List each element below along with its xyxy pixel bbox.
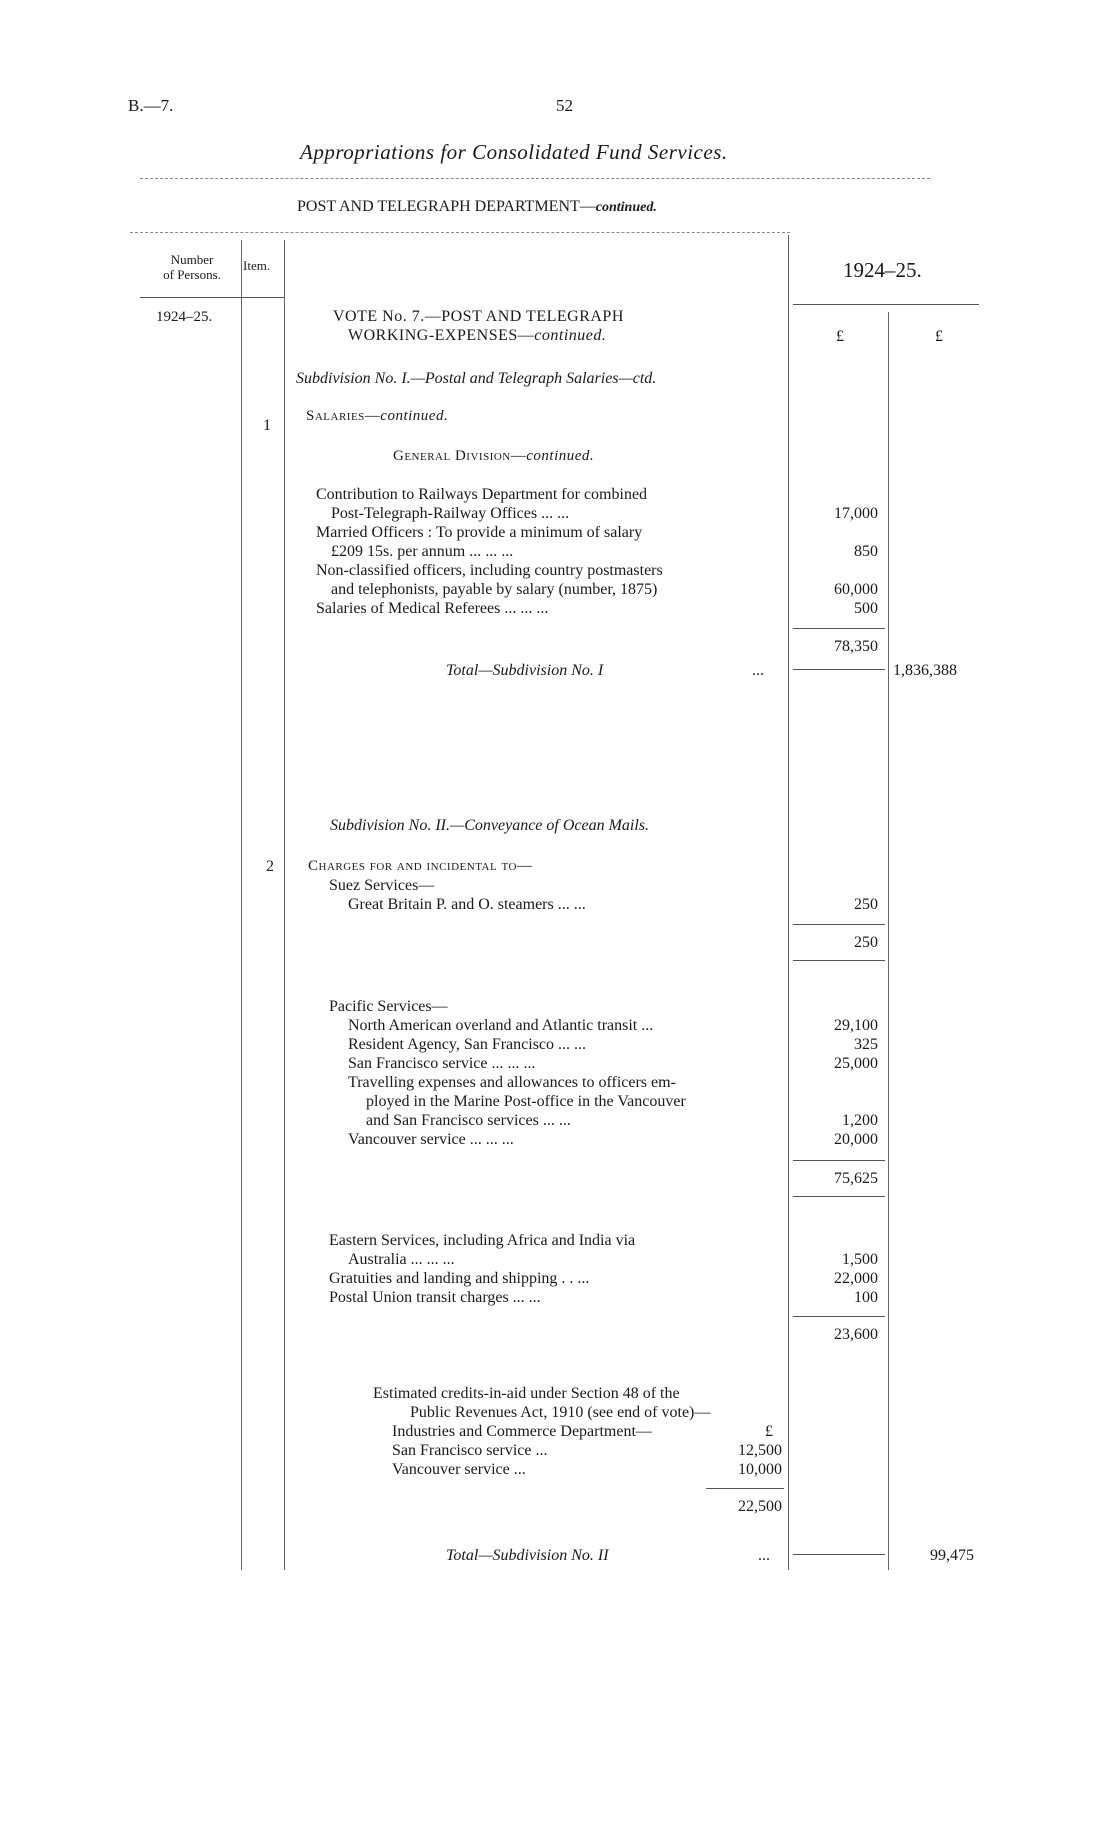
col-year-left: 1924–25.: [156, 309, 213, 325]
rule-item-desc: [284, 240, 285, 1570]
row-nonclassified-line2: and telephonists, payable by salary (number, 1875): [331, 581, 658, 598]
page-title: Appropriations for Consolidated Fund Services.: [300, 140, 728, 164]
amount-pacific-1: 29,100: [834, 1017, 878, 1034]
total-subdivision-2-dots: ...: [758, 1547, 770, 1564]
amount-pacific-2: 325: [854, 1036, 878, 1053]
total-2-rule: [793, 1554, 885, 1555]
col-item: Item.: [243, 258, 271, 273]
eastern-subtotal-rule: [793, 1316, 885, 1317]
col-number-of-persons-1: Number: [170, 252, 214, 267]
total-subdivision-1: 1,836,388: [893, 662, 957, 679]
general-division-continued: continued.: [526, 448, 595, 464]
pacific-end-rule: [793, 1196, 885, 1197]
suez-heading: Suez Services—: [329, 877, 435, 894]
page-number: 52: [556, 96, 573, 115]
subdivision-2-item-number: 2: [266, 858, 274, 875]
credits-row-1-text: San Francisco service ...: [392, 1442, 548, 1459]
amount-eastern-2: 1,500: [842, 1251, 878, 1268]
row-married-line2: £209 15s. per annum ... ... ...: [331, 543, 514, 560]
salaries-continued: continued.: [380, 408, 449, 424]
subtotal-1-rule: [793, 628, 885, 629]
vote-title-line2: [348, 327, 606, 345]
vote-title-line1: VOTE No. 7.—POST AND TELEGRAPH: [333, 308, 624, 325]
row-railways-line1: Contribution to Railways Department for combined: [316, 486, 648, 503]
pound-symbol-1: £: [836, 328, 844, 345]
row-eastern-4-text: Postal Union transit charges ... ...: [329, 1289, 541, 1306]
pacific-subtotal-rule: [793, 1160, 885, 1161]
rule-desc-amounts: [788, 235, 789, 1570]
subtotal-1: 78,350: [834, 638, 878, 655]
total-subdivision-2-label: Total—Subdivision No. II: [446, 1547, 609, 1564]
row-medical-line1: Salaries of Medical Referees ... ... ...: [316, 600, 549, 617]
row-eastern-3-text: Gratuities and landing and shipping . . ...: [329, 1270, 590, 1287]
row-nonclassified-line1: Non-classified officers, including country postmasters: [316, 562, 663, 579]
subdivision-1-heading: Subdivision No. I.—Postal and Telegraph Salaries—ctd.: [296, 370, 657, 387]
general-division-heading: [393, 448, 594, 465]
document-reference: B.—7.: [128, 96, 174, 115]
rule-amounts-totals: [888, 312, 889, 1570]
vote-title-text: WORKING-EXPENSES—: [348, 327, 535, 344]
total-subdivision-2: 99,475: [930, 1547, 974, 1564]
general-division-label: General Division—: [393, 448, 527, 464]
amount-pacific-3: 25,000: [834, 1055, 878, 1072]
row-pacific-7-text: Vancouver service ... ... ...: [348, 1131, 514, 1148]
amount-eastern-3: 22,000: [834, 1270, 878, 1287]
amount-eastern-4: 100: [854, 1289, 878, 1306]
amount-medical: 500: [854, 600, 878, 617]
subdivision-1-item-number: 1: [263, 417, 271, 434]
credits-line1: Estimated credits-in-aid under Section 48 of the: [373, 1385, 680, 1402]
salaries-heading: [306, 408, 448, 425]
table-top-rule: [130, 232, 790, 233]
row-pacific-1-text: North American overland and Atlantic transit ...: [348, 1017, 654, 1034]
header-underline-left: [140, 297, 285, 298]
department-heading: [297, 198, 657, 216]
row-pacific-6-text: and San Francisco services ... ...: [366, 1112, 571, 1129]
amount-married: 850: [854, 543, 878, 560]
subdivision-2-heading: Subdivision No. II.—Conveyance of Ocean Mails.: [330, 817, 650, 834]
pacific-heading: Pacific Services—: [329, 998, 448, 1015]
credits-subtotal: 22,500: [738, 1498, 782, 1515]
credits-pound-symbol: £: [765, 1423, 773, 1440]
row-pacific-4-text: Travelling expenses and allowances to officers em-: [348, 1074, 676, 1091]
credits-row-2-amount: 10,000: [738, 1461, 782, 1478]
pound-symbol-2: £: [935, 328, 943, 345]
charges-heading: Charges for and incidental to—: [308, 858, 533, 874]
row-eastern-1-text: Eastern Services, including Africa and India via: [329, 1232, 636, 1249]
suez-subtotal-rule: [793, 924, 885, 925]
amount-pacific-6: 1,200: [842, 1112, 878, 1129]
amount-railways: 17,000: [834, 505, 878, 522]
total-subdivision-1-label: Total—Subdivision No. I: [446, 662, 604, 679]
salaries-label: Salaries—: [306, 408, 381, 424]
row-eastern-2-text: Australia ... ... ...: [348, 1251, 455, 1268]
suez-subtotal: 250: [854, 934, 878, 951]
credits-row-2-text: Vancouver service ...: [392, 1461, 526, 1478]
col-year-header: 1924–25.: [843, 258, 922, 282]
credits-subtotal-rule: [706, 1488, 784, 1489]
amount-pacific-7: 20,000: [834, 1131, 878, 1148]
department-continued: continued.: [595, 200, 657, 215]
header-divider: [140, 178, 930, 179]
vote-title-continued: continued.: [534, 327, 607, 344]
rule-persons-item: [241, 240, 242, 1570]
credits-line3: Industries and Commerce Department—: [392, 1423, 652, 1440]
row-pacific-3-text: San Francisco service ... ... ...: [348, 1055, 536, 1072]
row-pacific-5-text: ployed in the Marine Post-office in the Vancouver: [366, 1093, 686, 1110]
row-pacific-2-text: Resident Agency, San Francisco ... ...: [348, 1036, 587, 1053]
total-subdivision-1-dots: ...: [752, 662, 764, 679]
amount-nonclassified: 60,000: [834, 581, 878, 598]
pacific-subtotal: 75,625: [834, 1170, 878, 1187]
credits-row-1-amount: 12,500: [738, 1442, 782, 1459]
total-1-rule: [793, 669, 885, 670]
row-railways-line2: Post-Telegraph-Railway Offices ... ...: [331, 505, 570, 522]
header-underline-right: [793, 304, 979, 305]
department-name: POST AND TELEGRAPH DEPARTMENT—: [297, 198, 596, 215]
amount-suez: 250: [854, 896, 878, 913]
row-suez-text: Great Britain P. and O. steamers ... ...: [348, 896, 586, 913]
eastern-subtotal: 23,600: [834, 1326, 878, 1343]
suez-end-rule: [793, 960, 885, 961]
col-number-of-persons-2: of Persons.: [163, 267, 221, 282]
credits-line2: Public Revenues Act, 1910 (see end of vote)—: [410, 1404, 711, 1421]
row-married-line1: Married Officers : To provide a minimum of salary: [316, 524, 643, 541]
